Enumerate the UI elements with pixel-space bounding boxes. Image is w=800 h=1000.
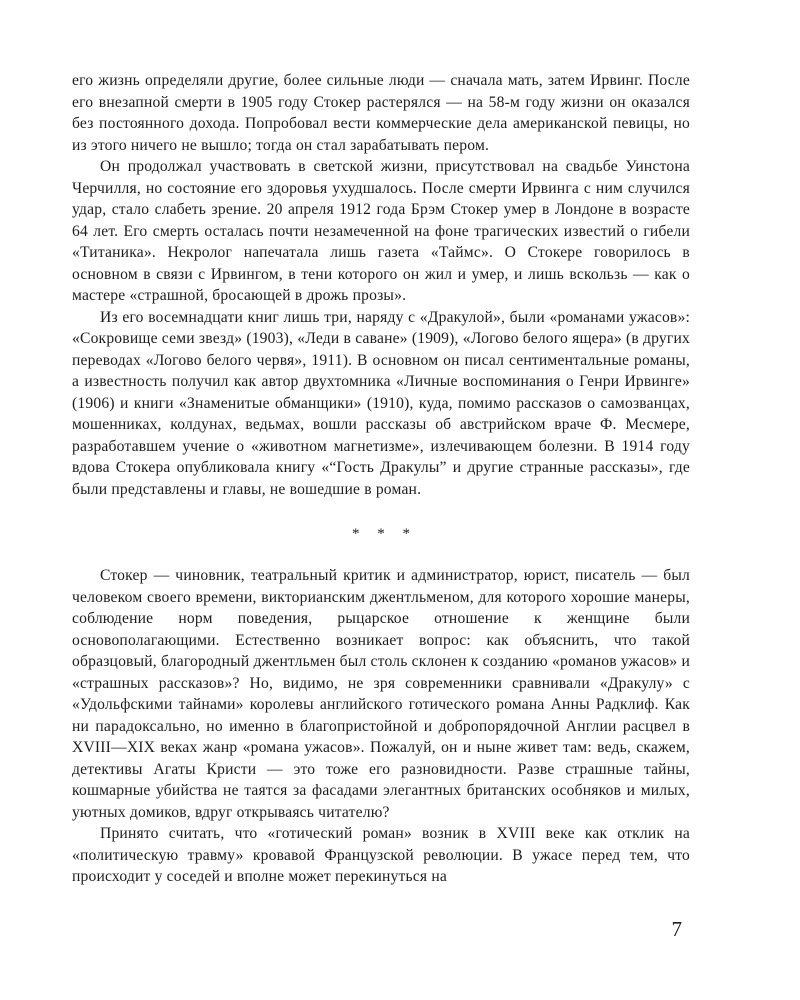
paragraph: Стокер — чиновник, театральный критик и администратор, юрист, писатель — был человеком своего времени, викторианским джентльменом, для которого хорошие манеры, соблюдение норм поведения, рыцарское отношение к женщине были основополагающими. Естественно возникает вопрос: как объяснить, что такой образцовый, благородный джентльмен был столь склонен к созданию «романов ужасов» и «страшных рассказов»? Но, видимо, не зря современники сравнивали «Дракулу» с «Удольфскими тайнами» королевы английского готического романа Анны Радклиф. Как ни парадоксально, но именно в благопристойной и добропорядочной Англии расцвел в XVIII—XIX веках жанр «романа ужасов». Пожалуй, он и ныне живет там: ведь, скажем, детективы Агаты Кристи — это тоже его разновидности. Разве страшные тайны, кошмарные убийства не таятся за фасадами элегантных британских особняков и милых, уютных домиков, вдруг открываясь читателю?: [72, 567, 690, 821]
paragraph: Он продолжал участвовать в светской жизни, присутствовал на свадьбе Уинстона Черчилля, но состояние его здоровья ухудшалось. После смерти Ирвинга с ним случился удар, стало слабеть зрение. 20 апреля 1912 года Брэм Стокер умер в Лондоне в возрасте 64 лет. Его смерть осталась почти незамеченной на фоне трагических известий о гибели «Титаника». Некролог напечатала лишь газета «Таймс». О Стокере говорилось в основном в связи с Ирвингом, в тени которого он жил и умер, и лишь вскользь — как о мастере «страшной, бросающей в дрожь прозы».: [72, 158, 690, 304]
section-separator: * * *: [352, 526, 410, 542]
paragraph-continuation: его жизнь определяли другие, более сильные люди — сначала мать, затем Ирвинг. После его внезапной смерти в 1905 году Стокер растерялся — на 58-м году жизни он оказался без постоянного дохода. Попробовал вести коммерческие дела американской певицы, но из этого ничего не вышло; тогда он стал зарабатывать пером.: [72, 72, 690, 154]
paragraph: Из его восемнадцати книг лишь три, наряду с «Дракулой», были «романами ужасов»: «Сокровище семи звезд» (1903), «Леди в саване» (1909), «Логово белого ящера» (в других переводах «Логово белого червя», 1911). В основном он писал сентиментальные романы, а известность получил как автор двухтомника «Личные воспоминания о Генри Ирвинге» (1906) и книги «Знаменитые обманщики» (1910), куда, помимо рассказов о самозванцах, мошенниках, колдунах, ведьмах, вошли рассказы об австрийском враче Ф. Месмере, разработавшем учение о «животном магнетизме», излечивающем болезни. В 1914 году вдова Стокера опубликовала книгу «“Гость Дракулы” и другие странные рассказы», где были представлены и главы, не вошедшие в роман.: [72, 308, 690, 498]
paragraph: Принято считать, что «готический роман» возник в XVIII веке как отклик на «политическую травму» кровавой Французской революции. В ужасе перед тем, что происходит у соседей и вполне может перекинуться на: [72, 825, 690, 885]
page-number: 7: [671, 917, 682, 941]
text-block: [72, 70, 690, 888]
